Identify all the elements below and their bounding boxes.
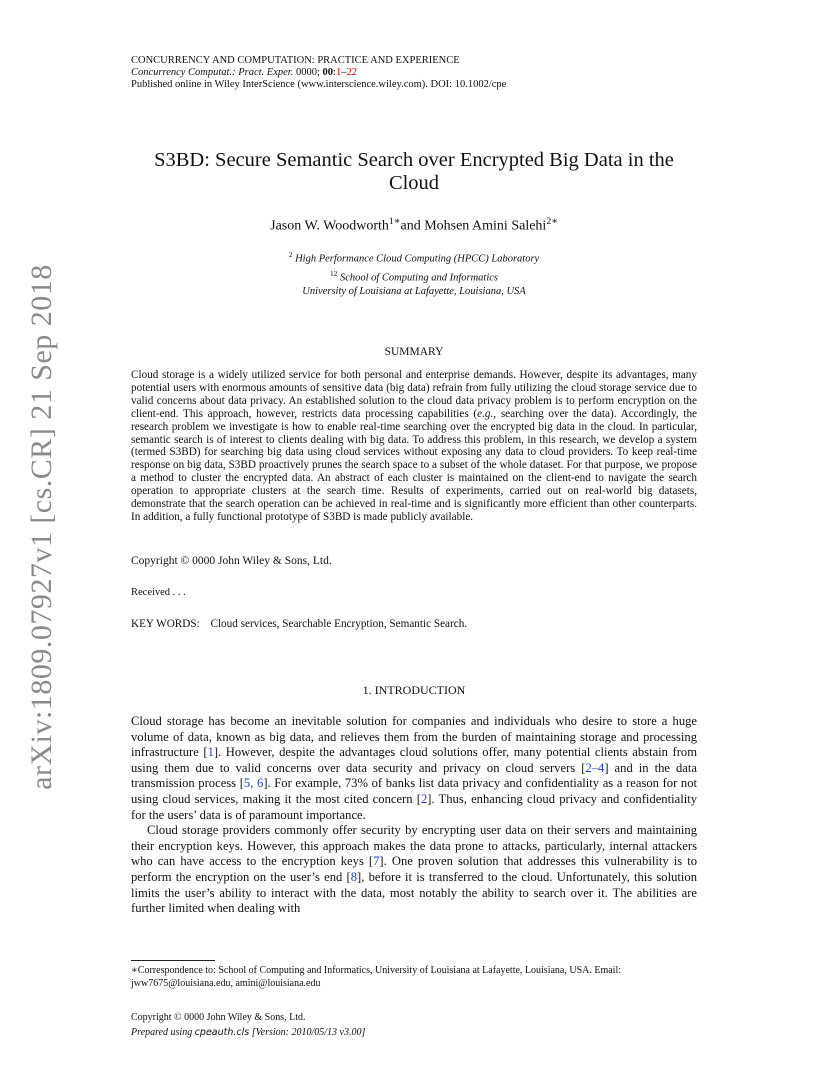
author-1: Jason W. Woodworth xyxy=(270,218,389,234)
citation-link[interactable]: 7 xyxy=(373,854,380,869)
authors xyxy=(131,216,697,235)
author-2-sup: 2∗ xyxy=(546,216,558,227)
intro-paragraph-1: Cloud storage has become an inevitable solution for companies and individuals who desire to store a huge volume of data, known as big data, and relieves them from the burden of maintaining storage and processing infrastructure [1]. However, despite the advantages cloud solutions offer, many potential clients abstain from using them due to valid concerns over data security and privacy on cloud servers [2–4] and in the data transmission process [5, 6]. For example, 73% of banks list data privacy and confidentiality as a reason for not using cloud services, making it the most cited concern [2]. Thus, enhancing cloud privacy and confidentiality for the users’ data is of paramount importance. xyxy=(131,714,698,822)
journal-header xyxy=(131,55,506,91)
citation-link[interactable]: 8 xyxy=(350,869,358,884)
citation-page-start-link[interactable]: 1 xyxy=(335,67,342,78)
citation-page-end-link[interactable]: 22 xyxy=(346,67,357,78)
intro-paragraph-2: Cloud storage providers commonly offer security by encrypting user data on their servers and maintaining their encryption keys. However, this approach makes the data prone to attacks, particularly, internal attackers who can have access to the encryption keys [7]. One proven solution that addresses this vulnerability is to perform the encryption on the user’s end [8], before it is transferred to the cloud. Unfortunately, this solution limits the user’s ability to interact with the data, most notably the ability to search over it. The abilities are further limited when dealing with xyxy=(131,823,697,916)
affiliation-3: University of Louisiana at Lafayette, Louisiana, USA xyxy=(302,286,526,297)
keywords-label: KEY WORDS: xyxy=(131,618,200,630)
abstract-copyright: Copyright © 0000 John Wiley & Sons, Ltd. xyxy=(131,555,332,567)
arxiv-stamp xyxy=(22,264,62,790)
citation-link[interactable]: 2–4 xyxy=(585,760,605,775)
received-line: Received . . . xyxy=(131,587,186,598)
footnote: ∗Correspondence to: School of Computing and Informatics, University of Louisiana at Lafayette, Louisiana, USA. Email: jww7675@louisiana.edu, amini@louisiana.edu xyxy=(131,965,622,989)
introduction-body xyxy=(131,714,697,917)
journal-name: CONCURRENCY AND COMPUTATION: PRACTICE AND EXPERIENCE xyxy=(131,55,460,66)
affiliation-2: $^{12}$ School of Computing and Informatics xyxy=(329,268,499,283)
published-line: Published online in Wiley InterScience (www.interscience.wiley.com). DOI: 10.1002/cpe xyxy=(131,79,507,90)
footer-copyright: Copyright © 0000 John Wiley & Sons, Ltd. xyxy=(131,1012,306,1023)
citation-dash: – xyxy=(341,67,347,78)
section-heading-introduction: 1. INTRODUCTION xyxy=(362,683,466,697)
author-2: and Mohsen Amini Salehi xyxy=(400,218,547,234)
citation-volume: 00 xyxy=(322,67,334,78)
affiliations xyxy=(131,248,697,299)
footnote-rule xyxy=(131,960,215,961)
abstract: Cloud storage is a widely utilized service for both personal and enterprise demands. However, despite its advantages, many potential users with enormous amounts of sensitive data (big data) refrain from fully utilizing the cloud storage service due to valid concerns about data privacy. An established solution to the cloud data privacy problem is to perform encryption on the client-end. This approach, however, restricts data processing capabilities (e.g., searching over the data). Accordingly, the research problem we investigate is how to enable real-time searching over the encrypted big data in the cloud. In particular, semantic search is of interest to clients dealing with big data. To address this problem, in this research, we develop a system (termed S3BD) for searching big data using cloud services without exposing any data to cloud providers. To keep real-time response on big data, S3BD proactively prunes the search space to a subset of the whole dataset. For that purpose, we propose a method to cluster the encrypted data. An abstract of each cluster is maintained on the client-end to navigate the search operation to appropriate clusters at the search time. Results of experiments, carried out on real-world big datasets, demonstrate that the search operation can be achieved in real-time and is significantly more efficient than other counterparts. In addition, a fully functional prototype of S3BD is made publicly available. xyxy=(131,369,698,523)
page-footer xyxy=(131,1011,365,1040)
paper-title: S3BD: Secure Semantic Search over Encrypted Big Data in the Cloud xyxy=(154,149,674,194)
journal-citation xyxy=(131,67,506,79)
citation-link[interactable]: 1 xyxy=(207,745,214,760)
author-1-sup: 1∗ xyxy=(388,216,401,227)
keywords xyxy=(131,618,467,630)
footer-prepared: Prepared using cpeauth.cls [Version: 2010/05/13 v3.00] xyxy=(131,1026,366,1038)
affiliation-1: $^2$ High Performance Cloud Computing (HPCC) Laboratory xyxy=(288,250,540,265)
citation-link[interactable]: 2 xyxy=(420,791,428,806)
citation-prefix: Concurrency Computat.: Pract. Exper. xyxy=(131,67,294,78)
summary-heading: SUMMARY xyxy=(384,346,444,358)
keywords-value: Cloud services, Searchable Encryption, Semantic Search. xyxy=(210,618,468,630)
citation-year: 0000; xyxy=(295,67,320,78)
citation-sep: : xyxy=(333,67,336,78)
arxiv-id: arXiv:1809.07927v1 [cs.CR] 21 Sep 2018 xyxy=(25,264,59,790)
citation-link[interactable]: 5, 6 xyxy=(243,776,264,791)
